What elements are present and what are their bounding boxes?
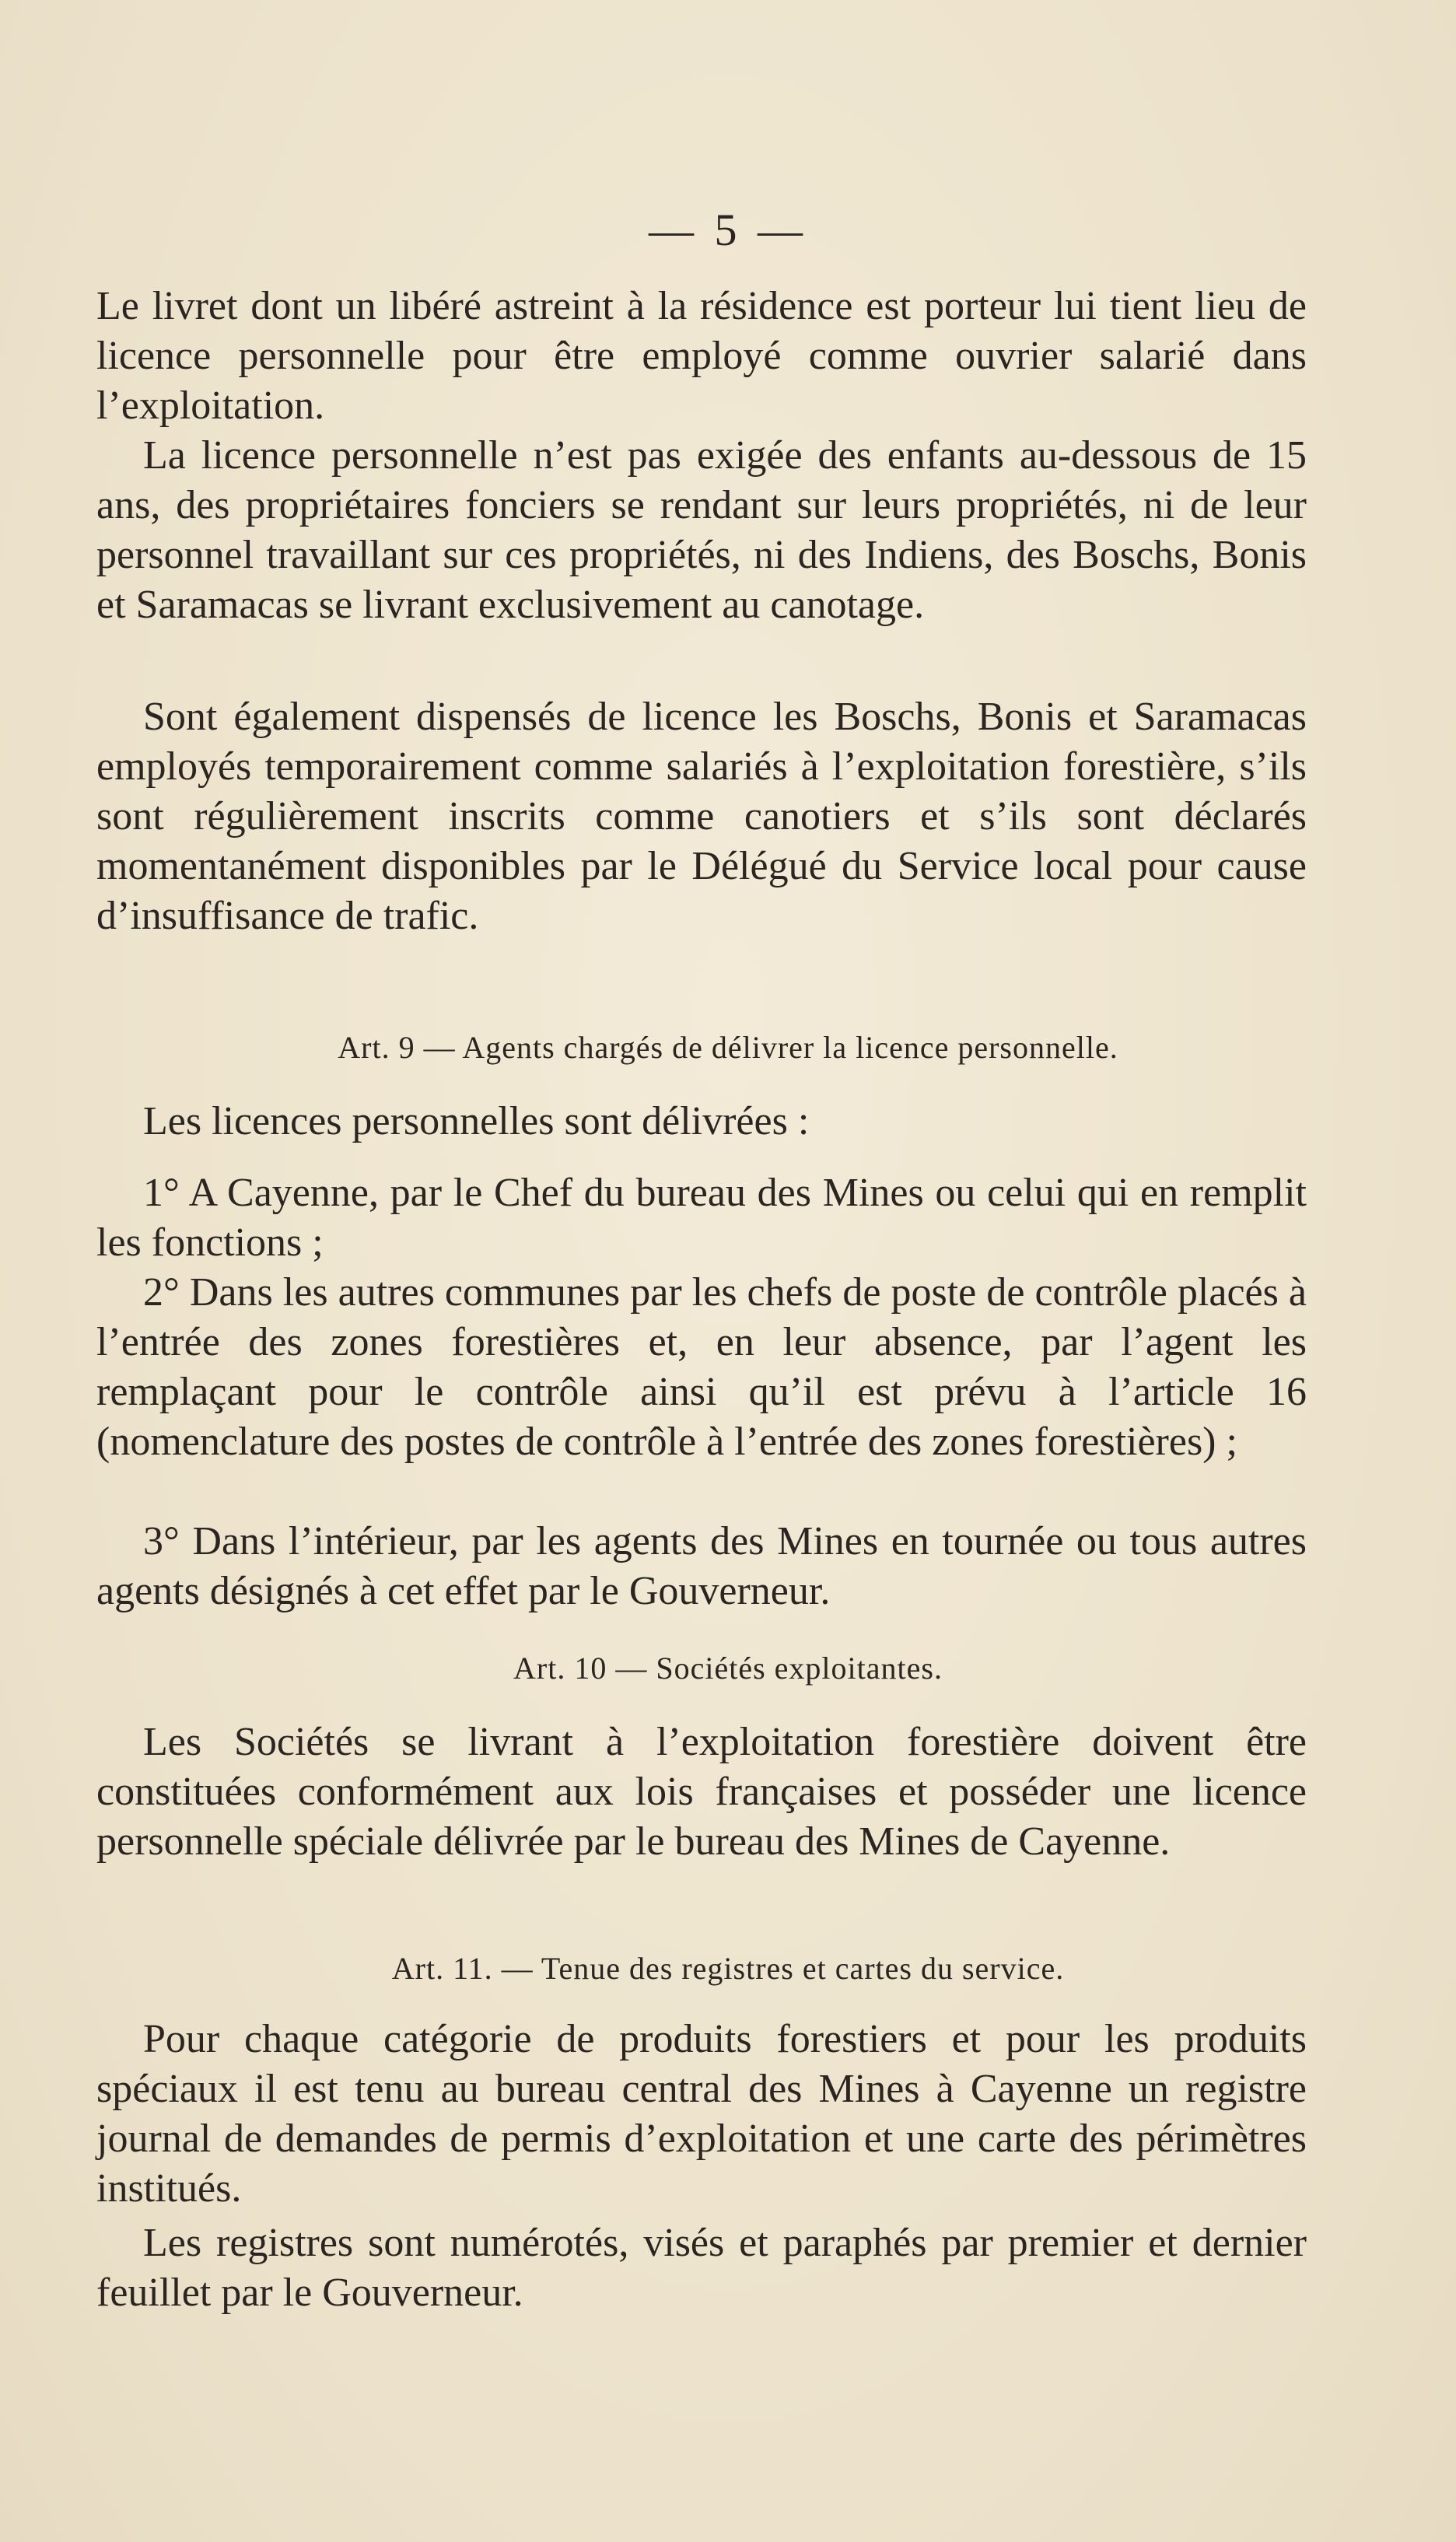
paragraph-licence-exemptions: La licence personnelle n’est pas exigée des enfants au-dessous de 15 ans, des propriétaires fonciers se rendant sur leurs propriétés, ni de leur personnel travaillant sur ces propriétés, ni des Indiens, des Boschs, Bonis et Saramacas se livrant exclusivement au canotage. [96, 433, 1307, 627]
paragraph-livret: Le livret dont un libéré astreint à la résidence est porteur lui tient lieu de licence personnelle pour être employé comme ouvrier salarié dans l’exploitation. [96, 284, 1307, 428]
paragraph-licences-delivrees: Les licences personnelles sont délivrées : [143, 1099, 810, 1143]
page-number: — 5 — [649, 205, 807, 255]
list-item-3-interieur: 3° Dans l’intérieur, par les agents des Mines en tournée ou tous autres agents désignés à cet effet par le Gouverneur. [96, 1519, 1307, 1613]
paragraph-registre: Pour chaque catégorie de produits forestiers et pour les produits spéciaux il est tenu au bureau central des Mines à Cayenne un registre journal de demandes de permis d’exploitation et une carte des périmètres institués. [96, 2017, 1307, 2211]
paragraph-societes: Les Sociétés se livrant à l’exploitation forestière doivent être constituées conformément aux lois françaises et posséder une licence personnelle spéciale délivrée par le bureau des Mines de Cayenne. [96, 1720, 1307, 1864]
paragraph-registres-numerotes: Les registres sont numérotés, visés et paraphés par premier et dernier feuillet par le Gouverneur. [96, 2221, 1307, 2315]
article-11-heading: Art. 11. — Tenue des registres et cartes du service. [391, 1951, 1065, 1986]
article-9-heading: Art. 9 — Agents chargés de délivrer la licence personnelle. [338, 1030, 1118, 1065]
list-item-2-communes: 2° Dans les autres communes par les chefs de poste de contrôle placés à l’entrée des zones forestières et, en leur absence, par l’agent les remplaçant pour le contrôle ainsi qu’il est prévu à l’article 16 (nomenclature des postes de contrôle à l’entrée des zones forestières) ; [96, 1270, 1307, 1464]
paragraph-dispenses: Sont également dispensés de licence les Boschs, Bonis et Saramacas employés temporairement comme salariés à l’exploitation forestière, s’ils sont régulièrement inscrits comme canotiers et s’ils sont déclarés momentanément disponibles par le Délégué du Service local pour cause d’insuffisance de trafic. [96, 695, 1307, 938]
article-10-heading: Art. 10 — Sociétés exploitantes. [513, 1651, 943, 1686]
list-item-1-cayenne: 1° A Cayenne, par le Chef du bureau des Mines ou celui qui en remplit les fonctions ; [96, 1171, 1307, 1265]
